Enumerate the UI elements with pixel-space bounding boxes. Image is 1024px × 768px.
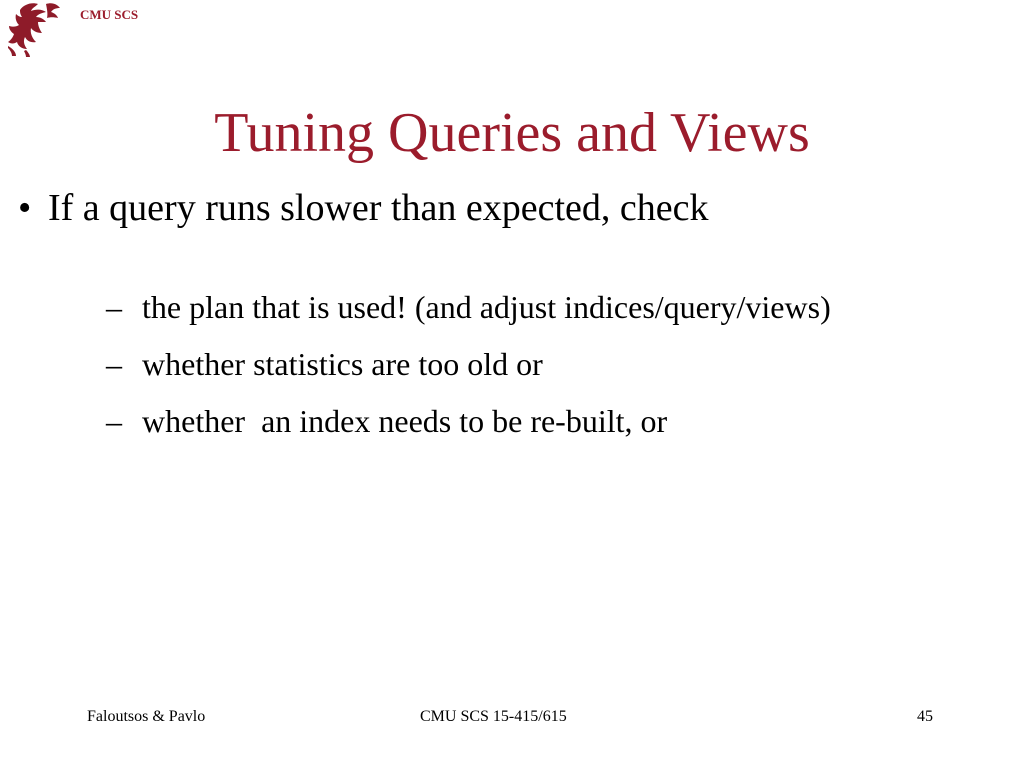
bullet-item <box>18 185 709 231</box>
sub-bullet-marker: – <box>106 346 122 382</box>
bullet-text: If a query runs slower than expected, check <box>48 187 709 229</box>
page-number: 45 <box>917 708 933 725</box>
footer-authors: Faloutsos & Pavlo <box>87 708 206 725</box>
bullet-marker: • <box>18 187 32 229</box>
footer-course: CMU SCS 15-415/615 <box>420 708 567 725</box>
header-label: CMU SCS <box>80 7 139 22</box>
sub-bullet-marker: – <box>106 289 122 325</box>
slide-title: Tuning Queries and Views <box>214 102 810 164</box>
sub-bullet-item <box>58 361 667 481</box>
sub-bullet-marker: – <box>106 403 122 439</box>
sub-bullet-text: whether statistics are too old or <box>142 346 543 382</box>
sub-bullet-text: whether an index needs to be re-built, or <box>142 403 668 439</box>
sub-bullet-text: the plan that is used! (and adjust indices/query/views) <box>142 289 831 325</box>
griffin-logo-icon <box>2 0 62 58</box>
